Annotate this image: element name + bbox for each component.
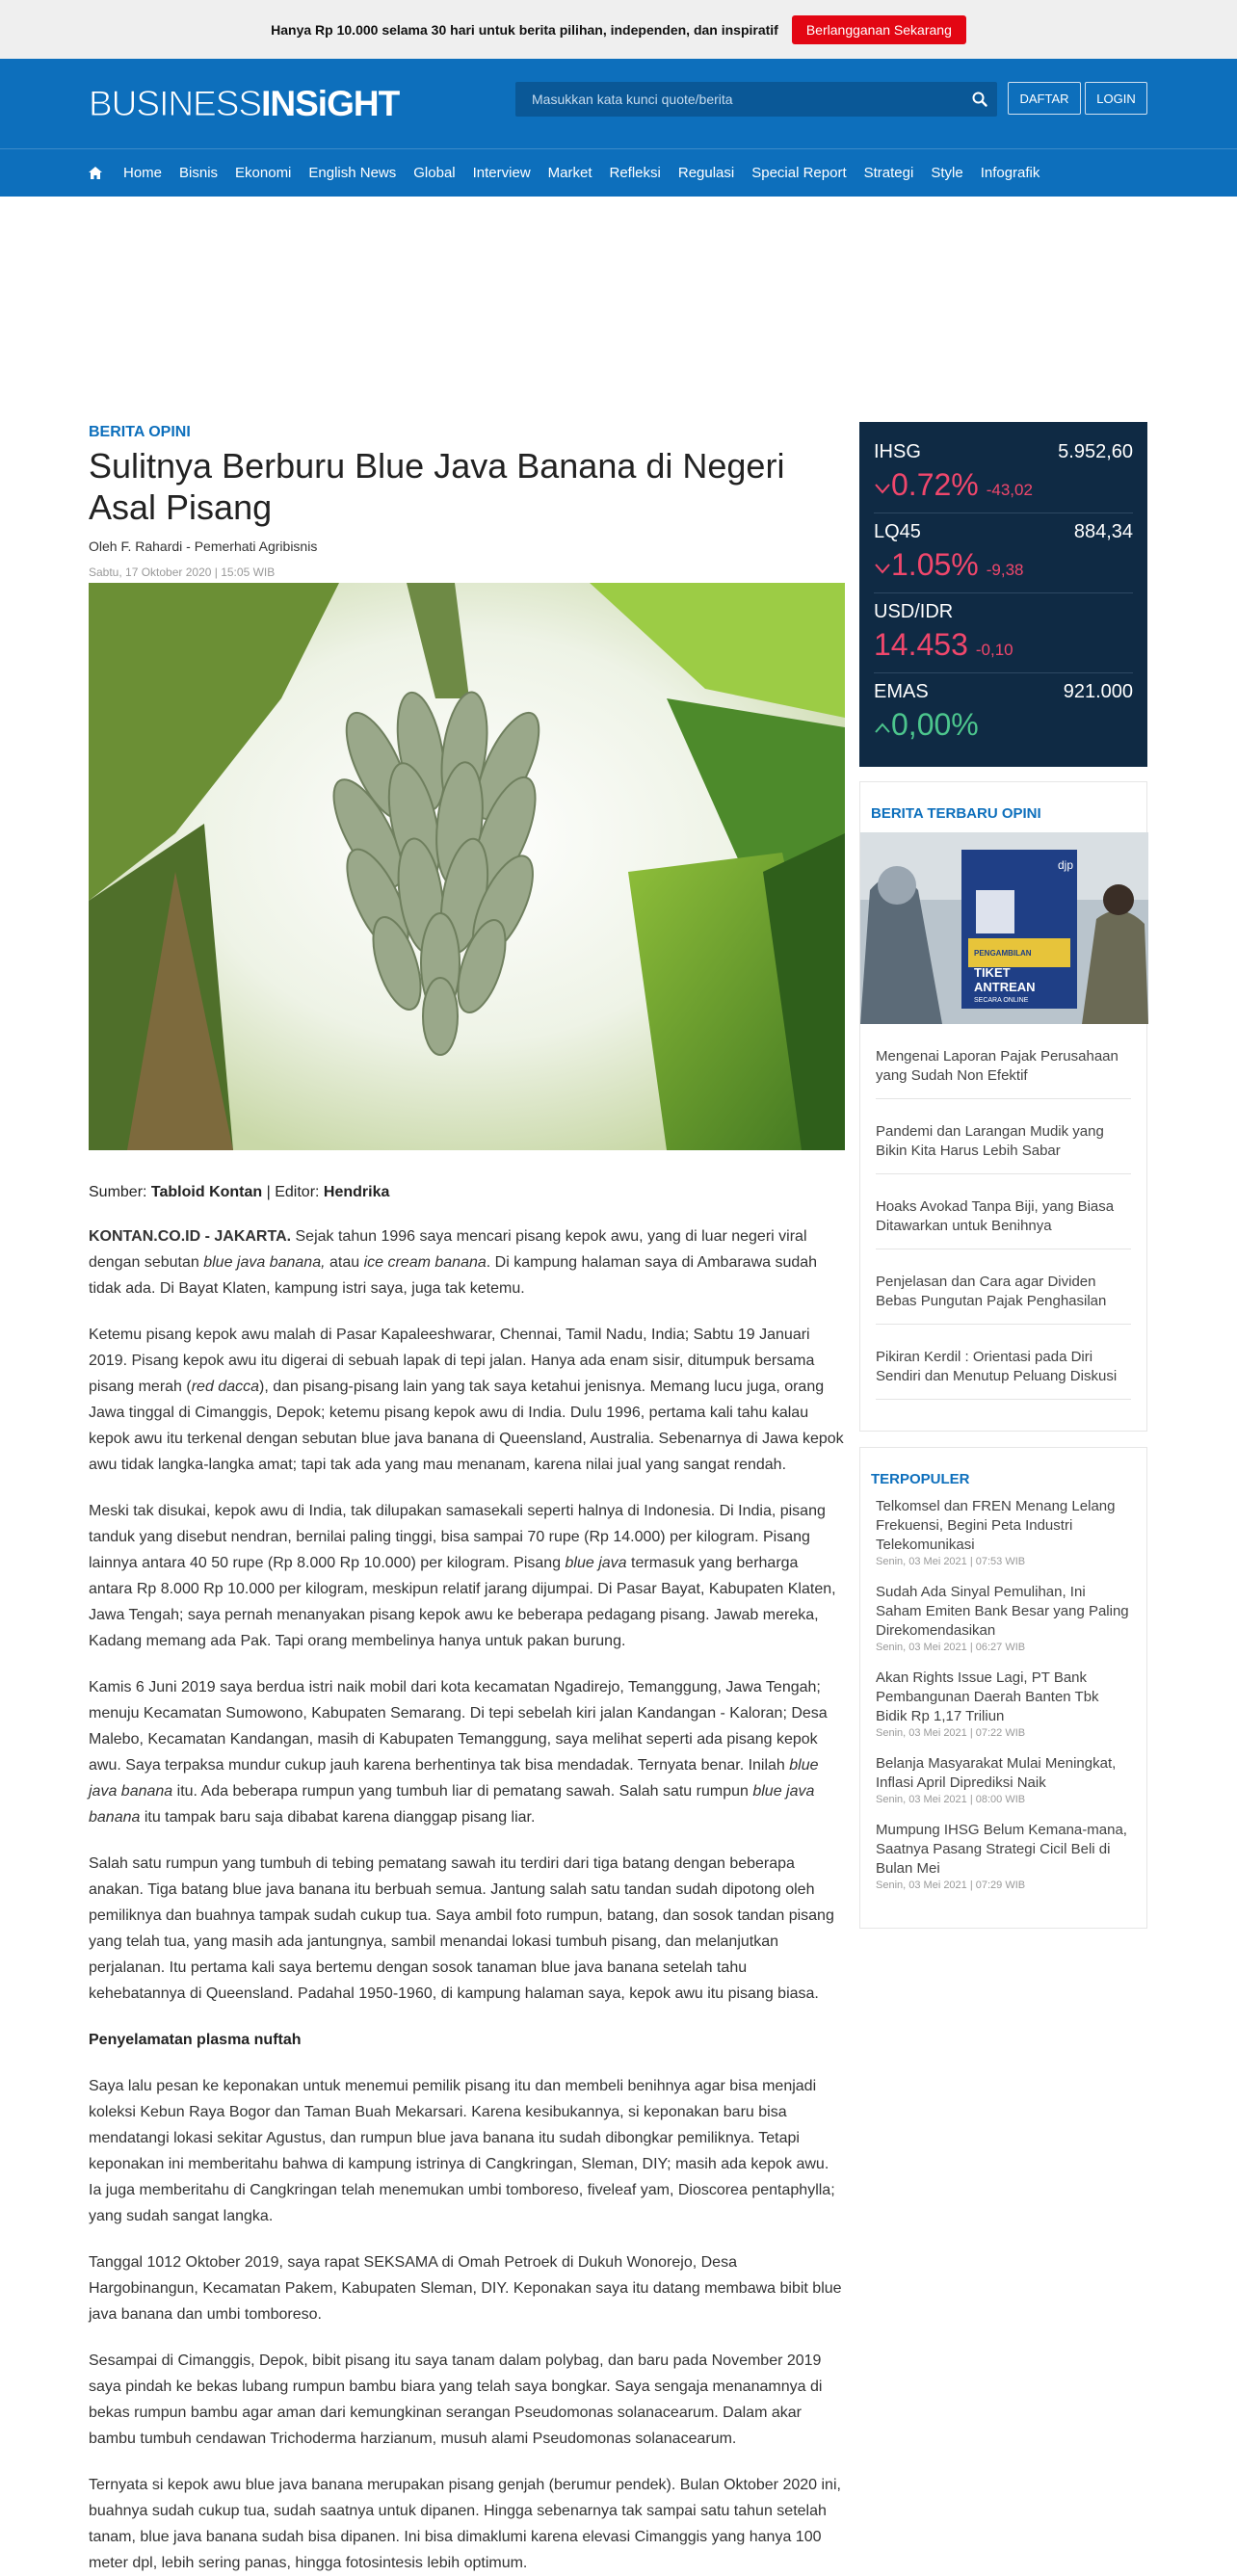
search-icon[interactable] (962, 82, 997, 117)
article-paragraph: KONTAN.CO.ID - JAKARTA. Sejak tahun 1996 saya mencari pisang kepok awu, yang di luar negeri viral dengan sebutan blue java banana, atau ice cream banana. Di kampung halaman saya di Ambarawa sudah tidak ada. Di Bayat Klaten, kampung istri saya, juga tak ketemu. (89, 1228, 818, 1297)
nav-home-icon[interactable] (89, 167, 102, 179)
popular-item-date: Senin, 03 Mei 2021 | 07:29 WIB (876, 1879, 1026, 1891)
promo-text: Hanya Rp 10.000 selama 30 hari untuk berita pilihan, independen, dan inspiratif (271, 21, 778, 38)
market-change: -9,38 (986, 561, 1024, 579)
article-paragraph: Salah satu rumpun yang tumbuh di tebing pematang sawah itu terdiri dari tiga batang dengan beberapa anakan. Tiga batang blue java banana itu berbuah semua. Jantung salah satu tandan sudah dipotong oleh pemiliknya dan buahnya tampak sudah cukup tua. Saya ambil foto rumpun, batang, dan sosok tandan pisang yang telah tua, yang masih ada jantungnya, sambil menandai lokasi tumbuh pisang, dan melanjutkan perjalanan. Itu pertama kali saya bertemu dengan sosok tanaman blue java banana setelah tahu kehebatannya di Queensland. Padahal 1950-1960, di kampung halaman saya, kepok awu itu pisang biasa. (89, 1855, 834, 2002)
login-button[interactable]: LOGIN (1085, 82, 1147, 115)
popular-item[interactable] (876, 1754, 1131, 1805)
article-author: Oleh F. Rahardi - Pemerhati Agribisnis (89, 539, 318, 554)
editor-label: | Editor: (262, 1184, 324, 1200)
market-name: USD/IDR (874, 601, 954, 622)
nav-item-ekonomi[interactable]: Ekonomi (235, 165, 292, 181)
latest-opinion-list (860, 1024, 1146, 1400)
nav-item-style[interactable]: Style (931, 165, 963, 181)
article-paragraph: Kamis 6 Juni 2019 saya berdua istri naik mobil dari kota kecamatan Ngadirejo, Temanggung, Jawa Tengah; menuju Kecamatan Sumowono, Kabupaten Semarang. Di tepi sebelah kiri jalan Kandangan - Kaloran; Desa Malebo, Kecamatan Kandangan, masih di Kabupaten Temanggung, saya melihat seperti ada pisang kepok awu. Saya terpaksa mundur cukup jauh karena berhentinya tak bisa mendadak. Ternyata benar. Inilah blue java banana itu. Ada beberapa rumpun yang tumbuh liar di pematang sawah. Salah satu rumpun blue java banana itu tampak baru saja dibabat karena dianggap pisang liar. (89, 1679, 828, 1826)
popular-item[interactable] (876, 1583, 1131, 1653)
poster-line4: SECARA ONLINE (974, 997, 1029, 1004)
market-value: 884,34 (1073, 521, 1133, 542)
source-label: Sumber: (89, 1184, 151, 1200)
market-percent: 0.72% (891, 467, 979, 502)
popular-item-title[interactable]: Belanja Masyarakat Mulai Meningkat, Inflasi April Diprediksi Naik (876, 1755, 1117, 1791)
market-row-lq45[interactable] (874, 513, 1133, 593)
article (89, 424, 845, 2576)
popular-box (859, 1447, 1147, 1929)
article-paragraph: Ketemu pisang kepok awu malah di Pasar Kapaleeshwarar, Chennai, Tamil Nadu, India; Sabtu 19 Januari 2019. Pisang kepok awu itu digerai di sebuah lapak di tepi jalan. Hanya ada enam sisir, ditumpuk bersama pisang merah (red dacca), dan pisang-pisang lain yang tak saya ketahui jenisnya. Memang lucu juga, orang Jawa tinggal di Cimanggis, Depok; ketemu pisang kepok awu di India. Dulu 1996, pertama kali tahu kalau kepok awu itu terkenal dengan sebutan blue java banana di Queensland, Australia. Sebenarnya di Jawa kepok awu tidak langka-langka amat; tapi tak ada yang mau menanam, karena nilai jual yang sangat rendah. (89, 1327, 844, 1473)
source-name: Tabloid Kontan (150, 1184, 263, 1200)
chevron-down-icon (874, 562, 891, 580)
nav-item-interview[interactable]: Interview (472, 165, 531, 181)
nav-item-english-news[interactable]: English News (308, 165, 397, 181)
opinion-link[interactable]: Hoaks Avokad Tanpa Biji, yang Biasa Ditawarkan untuk Benihnya (876, 1174, 1131, 1249)
opinion-link[interactable]: Penjelasan dan Cara agar Dividen Bebas Pungutan Pajak Penghasilan (876, 1249, 1131, 1325)
search-box (515, 82, 997, 117)
article-source (89, 1184, 845, 1201)
latest-opinion-image[interactable] (860, 832, 1148, 1024)
site-logo[interactable] (89, 83, 399, 121)
popular-title: TERPOPULER (871, 1471, 970, 1487)
market-row-ihsg[interactable] (874, 434, 1133, 513)
opinion-link[interactable]: Pandemi dan Larangan Mudik yang Bikin Kita Harus Lebih Sabar (876, 1099, 1131, 1174)
popular-item-date: Senin, 03 Mei 2021 | 06:27 WIB (876, 1642, 1026, 1653)
popular-list (860, 1497, 1146, 1891)
article-title: Sulitnya Berburu Blue Java Banana di Negeri Asal Pisang (89, 446, 785, 527)
nav-item-home[interactable]: Home (123, 165, 163, 181)
popular-item-title[interactable]: Sudah Ada Sinyal Pemulihan, Ini Saham Emiten Bank Besar yang Paling Direkomendasikan (876, 1584, 1129, 1639)
nav-item-refleksi[interactable]: Refleksi (609, 165, 661, 181)
market-value: 921.000 (1063, 681, 1133, 702)
popular-item-title[interactable]: Akan Rights Issue Lagi, PT Bank Pembangunan Daerah Banten Tbk Bidik Rp 1,17 Triliun (876, 1669, 1099, 1724)
market-change: -43,02 (986, 481, 1033, 499)
nav-item-strategi[interactable]: Strategi (863, 165, 914, 181)
article-date: Sabtu, 17 Oktober 2020 | 15:05 WIB (89, 565, 276, 579)
popular-item-title[interactable]: Mumpung IHSG Belum Kemana-mana, Saatnya Pasang Strategi Cicil Beli di Bulan Mei (876, 1822, 1127, 1877)
popular-item[interactable] (876, 1497, 1131, 1567)
opinion-link[interactable]: Pikiran Kerdil : Orientasi pada Diri Sendiri dan Menutup Peluang Diskusi (876, 1325, 1131, 1400)
poster-line2: TIKET (974, 965, 1011, 980)
market-rate: 14.453 (874, 627, 968, 662)
popular-item[interactable] (876, 1821, 1131, 1891)
chevron-down-icon (874, 482, 891, 500)
article-paragraph: Ternyata si kepok awu blue java banana merupakan pisang genjah (berumur pendek). Bulan Oktober 2020 ini, buahnya sudah cukup tua, sudah saatnya untuk dipanen. Hingga sebenarnya tak sampai satu tahun setelah tanam, blue java banana sudah bisa dipanen. Ini bisa dimaklumi karena elevasi Cimanggis yang hanya 100 meter dpl, lebih sering panas, hingga fotosintesis lebih optimum. (89, 2477, 841, 2571)
article-category[interactable]: BERITA OPINI (89, 424, 191, 440)
nav-item-global[interactable]: Global (413, 165, 456, 181)
poster-line1: PENGAMBILAN (974, 949, 1032, 958)
market-widget (859, 422, 1147, 767)
article-subheading: Penyelamatan plasma nuftah (89, 2032, 302, 2048)
market-name: EMAS (874, 681, 929, 702)
article-paragraph: Sesampai di Cimanggis, Depok, bibit pisang itu saya tanam dalam polybag, dan baru pada November 2019 saya pindah ke bekas lubang rumpun bambu biara yang telah saya bongkar. Saya sengaja menanamnya di bekas rumpun bambu agar aman dari kemungkinan serangan Pseudomonas solanacearum. Dalam akar bambu tumbuh cendawan Trichoderma harzianum, musuh alami Pseudomonas solanacearum. (89, 2353, 823, 2447)
market-value: 5.952,60 (1058, 441, 1133, 462)
register-button[interactable]: DAFTAR (1008, 82, 1081, 115)
nav-item-infografik[interactable]: Infografik (980, 165, 1040, 181)
popular-item[interactable] (876, 1669, 1131, 1739)
article-hero-image (89, 583, 845, 1150)
market-percent: 1.05% (891, 547, 979, 582)
article-dateline: KONTAN.CO.ID - JAKARTA. (89, 1228, 292, 1245)
popular-item-date: Senin, 03 Mei 2021 | 07:53 WIB (876, 1556, 1026, 1567)
nav-item-special-report[interactable]: Special Report (751, 165, 847, 181)
market-row-usdidr[interactable] (874, 593, 1133, 673)
market-name: IHSG (874, 441, 921, 462)
latest-opinion-title: BERITA TERBARU OPINI (871, 805, 1041, 822)
poster-djp: djp (1058, 858, 1074, 872)
main-nav (0, 148, 1237, 197)
opinion-link[interactable]: Mengenai Laporan Pajak Perusahaan yang Sudah Non Efektif (876, 1024, 1131, 1099)
search-input[interactable] (515, 82, 962, 117)
article-paragraph: Meski tak disukai, kepok awu di India, tak dilupakan samasekali seperti halnya di Indonesia. Di India, pisang tanduk yang disebut nendran, bernilai paling tinggi, bisa sampai 70 rupe (Rp 14.000) per kilogram. Pisang lainnya antara 40 50 rupe (Rp 8.000 Rp 10.000) per kilogram. Pisang blue java termasuk yang berharga antara Rp 8.000 Rp 10.000 per kilogram, meskipun relatif jarang dijumpai. Di Pasar Bayat, Kabupaten Klaten, Jawa Tengah; saya pernah menanyakan pisang kepok awu ke beberapa pedagang pisang. Jawab mereka, Kadang memang ada Pak. Tapi orang membelinya hanya untuk pakan burung. (89, 1503, 836, 1649)
article-body (89, 1223, 845, 2576)
nav-item-bisnis[interactable]: Bisnis (179, 165, 219, 181)
chevron-up-icon (874, 722, 891, 740)
site-header (0, 59, 1237, 148)
nav-item-regulasi[interactable]: Regulasi (677, 165, 735, 181)
market-row-emas[interactable] (874, 673, 1133, 753)
subscribe-button[interactable]: Berlangganan Sekarang (792, 15, 966, 44)
article-paragraph: Saya lalu pesan ke keponakan untuk menemui pemilik pisang itu dan membeli benihnya agar bisa menjadi koleksi Kebun Raya Bogor dan Taman Buah Mekarsari. Karena kesibukannya, si keponakan baru bisa mendatangi lokasi sekitar Agustus, dan rumpun blue java banana itu sudah dibongkar pemiliknya. Tetapi keponakan ini memberitahu bahwa di kampung istrinya di Cangkringan, Sleman, DIY; masih ada kepok awu. Ia juga memberitahu di Cangkringan telah menemukan umbi tomboreso, fiveleaf yam, Dioscorea pentaphylla; yang sudah sangat langka. (89, 2078, 835, 2224)
latest-opinion-box (859, 781, 1147, 1432)
logo-business: BUSINESS (89, 84, 262, 123)
popular-item-date: Senin, 03 Mei 2021 | 07:22 WIB (876, 1727, 1026, 1739)
popular-item-date: Senin, 03 Mei 2021 | 08:00 WIB (876, 1794, 1026, 1805)
editor-name: Hendrika (323, 1184, 390, 1200)
nav-item-market[interactable]: Market (547, 165, 592, 181)
poster-line3: ANTREAN (974, 980, 1036, 994)
market-change: -0,10 (975, 641, 1013, 659)
article-paragraph: Tanggal 1012 Oktober 2019, saya rapat SEKSAMA di Omah Petroek di Dukuh Wonorejo, Desa Hargobinangun, Kecamatan Pakem, Kabupaten Sleman, DIY. Keponakan saya itu datang membawa bibit blue java banana dan umbi tomboreso. (89, 2254, 842, 2323)
market-name: LQ45 (874, 521, 921, 542)
market-percent: 0,00% (891, 707, 979, 742)
promo-bar (0, 0, 1237, 59)
logo-insight: INSiGHT (261, 84, 400, 123)
popular-item-title[interactable]: Telkomsel dan FREN Menang Lelang Frekuensi, Begini Peta Industri Telekomunikasi (876, 1498, 1116, 1553)
